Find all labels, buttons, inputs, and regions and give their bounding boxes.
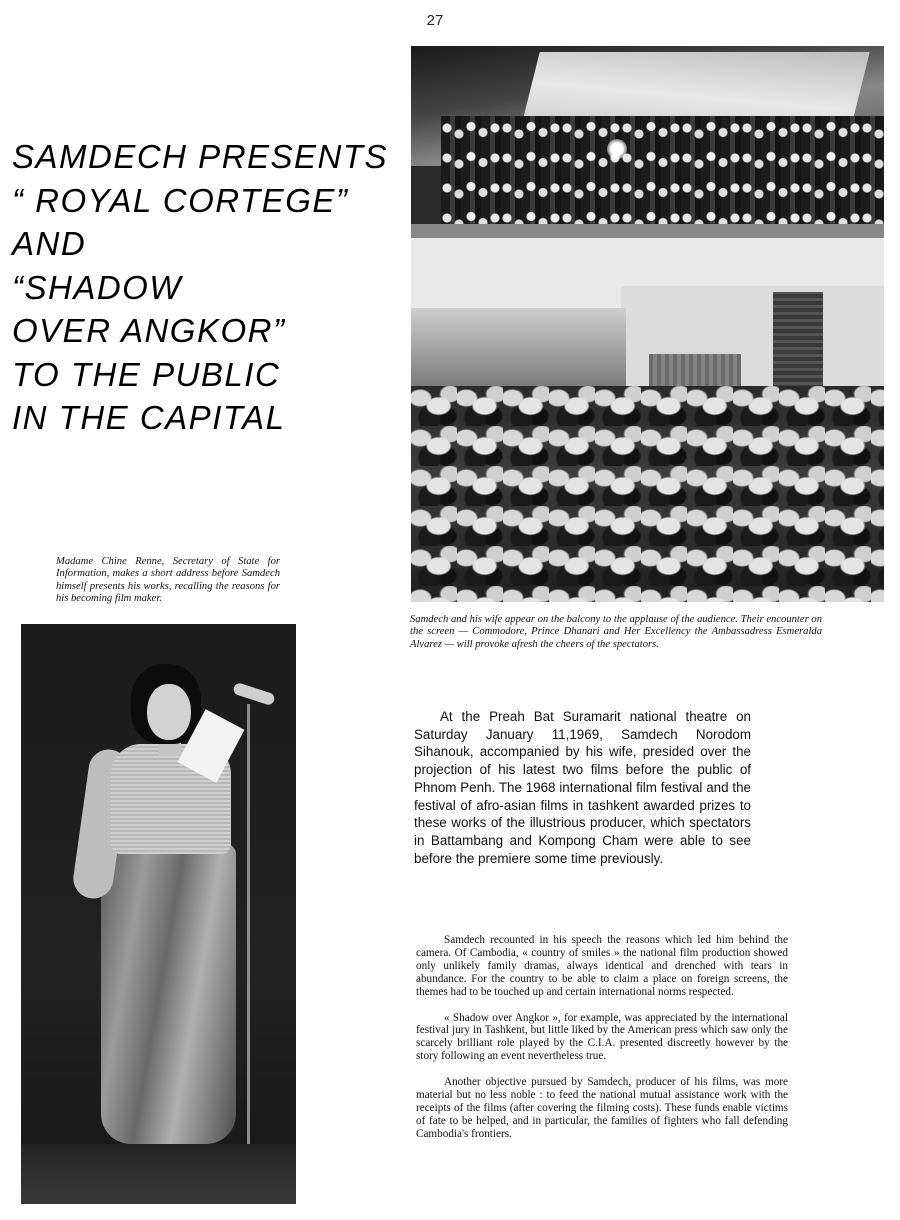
body-paragraph: « Shadow over Angkor », for example, was appreciated by the international festival jury in Tashkent, but little liked by the American press which saw only the scarcely brilliant role played by the C.I.A. presented discreetly however by the story following an event nevertheless true. (416, 1011, 788, 1063)
body-paragraph: Another objective pursued by Samdech, producer of his films, was more material but no less noble : to feed the national mutual assistance work with the receipts of the films (after covering the filming costs). These funds enable victims of fate to be helped, and in particular, the families of fighters who fall defending Cambodia's frontiers. (416, 1076, 788, 1140)
microphone-head (232, 682, 276, 706)
headline-line: “SHADOW (12, 268, 182, 306)
photo-camera-flash (607, 139, 627, 159)
photo-ceiling-light (522, 52, 869, 122)
article-body (416, 934, 788, 1141)
speaker-at-microphone-photo (21, 624, 296, 1204)
headline (12, 135, 389, 440)
photo-audience (411, 386, 884, 602)
headline-line: SAMDECH PRESENTS (12, 138, 389, 175)
page-number: 27 (426, 12, 444, 29)
photo-wall-left (411, 308, 626, 398)
photo-floor (21, 1144, 296, 1204)
theatre-audience-photo (411, 46, 884, 602)
lead-paragraph-text: At the Preah Bat Suramarit national theatre on Saturday January 11,1969, Samdech Norodom Sihanouk, accompanied by his wife, presided over the projection of his latest two films before the public of Phnom Penh. The 1968 international film festival and the festival of afro-asian films in tashkent awarded prizes to these works of the illustrious producer, which spectators in Battambang and Kompong Cham were able to see before the premiere some time previously. (414, 709, 751, 866)
body-paragraph: Samdech recounted in his speech the reasons which led him behind the camera. Of Cambodia, « country of smiles » the national film production showed only unlikely family dramas, always identical and drenched with tears in abundance. For the country to be able to claim a place on foreign screens, the themes had to be touched up and certain international norms respected. (416, 934, 788, 998)
photo-balcony-crowd (441, 116, 884, 231)
speaker-skirt (101, 844, 236, 1144)
speaker-face (147, 684, 191, 740)
speaker-photo-caption: Madame Chine Renne, Secretary of State for Information, makes a short address before Samdech himself presents his works, recalling the reasons for his becoming film maker. (56, 556, 280, 605)
headline-line: TO THE PUBLIC (12, 355, 281, 393)
headline-line: OVER ANGKOR” (12, 312, 286, 349)
theatre-photo-caption: Samdech and his wife appear on the balcony to the applause of the audience. Their encounter on the screen — Commodore, Prince Dhanari and Her Excellency the Ambassadress Esmeralda Alvarez — will provoke afresh the cheers of the spectators. (410, 614, 822, 650)
photo-balcony-rail (411, 224, 884, 238)
lead-paragraph (414, 708, 751, 867)
headline-line: AND (12, 225, 87, 262)
headline-line: “ ROYAL CORTEGE” (12, 181, 349, 219)
headline-line: IN THE CAPITAL (12, 399, 286, 436)
microphone-stand (247, 704, 250, 1144)
